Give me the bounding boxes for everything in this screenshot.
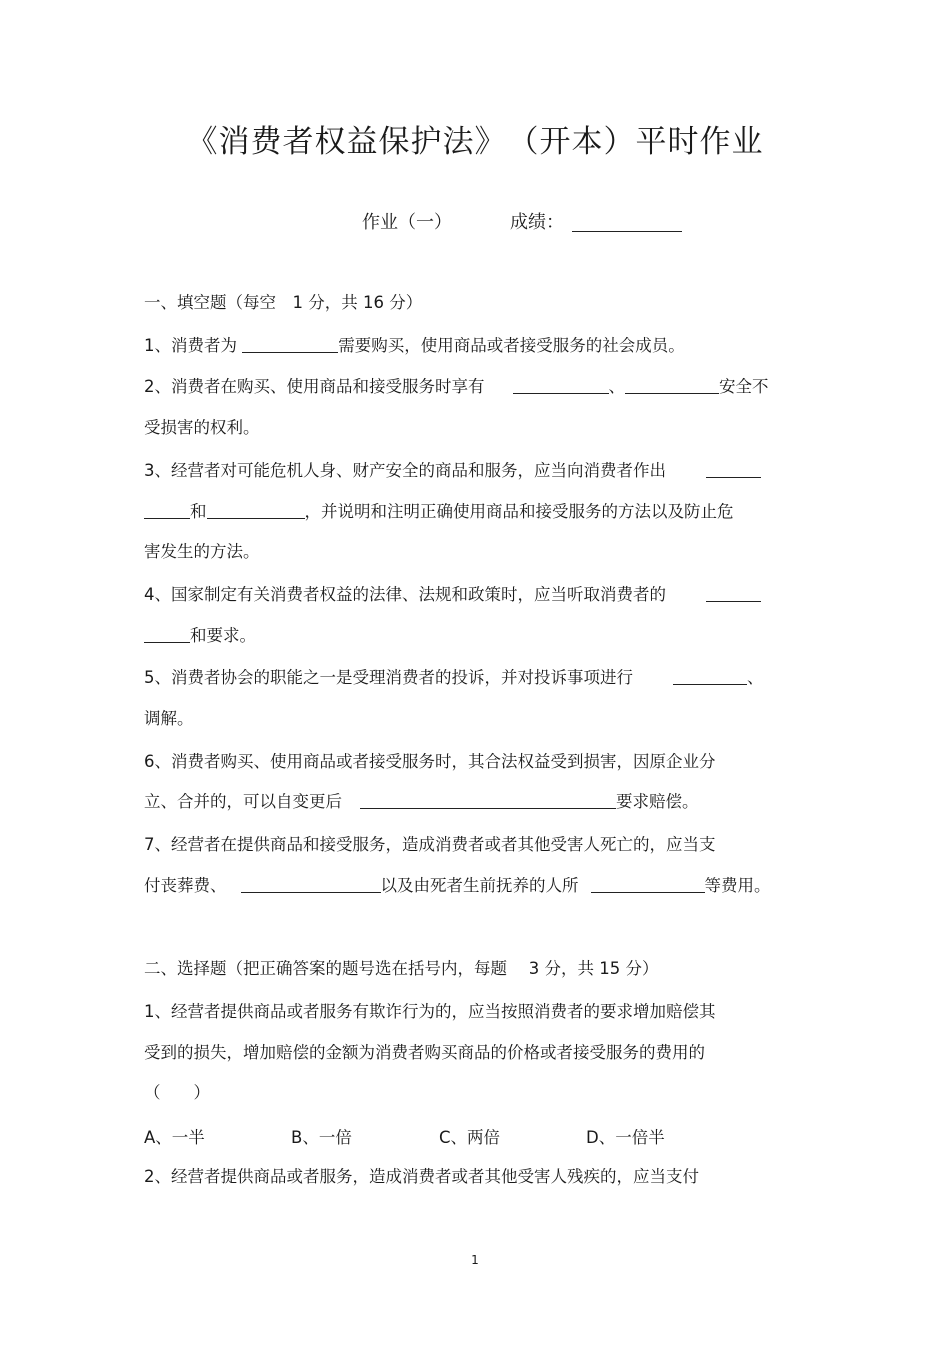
answer-blank[interactable] (242, 336, 338, 353)
answer-blank[interactable] (241, 876, 381, 893)
section1-heading: 一、填空题（每空 1 分，共 16 分） (144, 293, 423, 312)
answer-parentheses[interactable]: （ ） (144, 1083, 210, 1102)
fill-question-1: 1、消费者为 需要购买，使用商品或者接受服务的社会成员。 (144, 336, 685, 355)
answer-blank[interactable] (360, 792, 616, 809)
fill-question-6: 6、消费者购买、使用商品或者接受服务时，其合法权益受到损害，因原企业分 (144, 752, 716, 771)
answer-blank[interactable] (591, 876, 705, 893)
choice-question-1: 1、经营者提供商品或者服务有欺诈行为的，应当按照消费者的要求增加赔偿其 (144, 1002, 716, 1021)
answer-blank[interactable] (706, 461, 761, 478)
fill-question-7-cont: 付丧葬费、 以及由死者生前抚养的人所 等费用。 (144, 876, 771, 895)
score-label: 成绩： (510, 212, 564, 233)
answer-blank[interactable] (706, 585, 761, 602)
answer-blank[interactable] (625, 377, 719, 394)
answer-blank[interactable] (513, 377, 609, 394)
fill-question-3: 3、经营者对可能危机人身、财产安全的商品和服务，应当向消费者作出 (144, 460, 761, 482)
fill-question-2-cont: 受损害的权利。 (144, 418, 260, 437)
answer-blank[interactable] (144, 502, 190, 519)
assignment-label: 作业（一） (362, 212, 452, 233)
option-c[interactable]: C、两倍 (439, 1128, 501, 1147)
answer-blank[interactable] (207, 502, 305, 519)
choice-question-2: 2、经营者提供商品或者服务，造成消费者或者其他受害人残疾的，应当支付 (144, 1167, 699, 1186)
fill-question-5-cont: 调解。 (144, 709, 194, 728)
answer-blank[interactable] (144, 626, 190, 643)
assignment-subheading (362, 208, 682, 234)
option-a[interactable]: A、一半 (144, 1128, 205, 1147)
fill-question-5: 5、消费者协会的职能之一是受理消费者的投诉，并对投诉事项进行 、 (144, 668, 764, 687)
page-title: 《消费者权益保护法》 （开本）平时作业 (186, 124, 764, 160)
fill-question-2: 2、消费者在购买、使用商品和接受服务时享有 、 安全不 (144, 377, 769, 396)
choice-question-1-cont: 受到的损失，增加赔偿的金额为消费者购买商品的价格或者接受服务的费用的 (144, 1043, 705, 1062)
section2-heading: 二、选择题（把正确答案的题号选在括号内，每题 3 分，共 15 分） (144, 959, 659, 978)
fill-question-7: 7、经营者在提供商品和接受服务，造成消费者或者其他受害人死亡的，应当支 (144, 835, 716, 854)
option-d[interactable]: D、一倍半 (586, 1128, 665, 1147)
fill-question-3-cont: 和 ，并说明和注明正确使用商品和接受服务的方法以及防止危 (144, 501, 734, 523)
fill-question-6-cont: 立、合并的，可以自变更后 要求赔偿。 (144, 792, 699, 811)
fill-question-4: 4、国家制定有关消费者权益的法律、法规和政策时，应当听取消费者的 (144, 584, 761, 606)
answer-blank[interactable] (673, 668, 747, 685)
fill-question-3-cont2: 害发生的方法。 (144, 542, 260, 561)
page-number: 1 (471, 1253, 479, 1267)
score-blank[interactable] (572, 213, 682, 232)
fill-question-4-cont: 和要求。 (144, 625, 256, 647)
option-b[interactable]: B、一倍 (291, 1128, 352, 1147)
